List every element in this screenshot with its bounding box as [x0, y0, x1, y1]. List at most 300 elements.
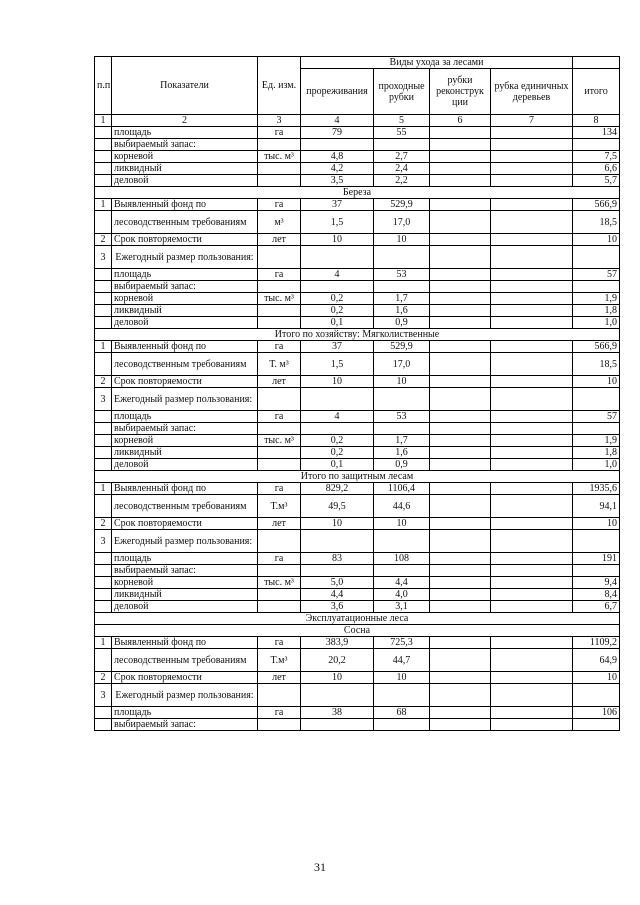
- cell-passage: 17,0: [374, 353, 430, 376]
- cell-total: 18,5: [573, 211, 620, 234]
- row-label: выбираемый запас:: [112, 565, 258, 577]
- row-number: [95, 447, 112, 459]
- cell-total: [573, 139, 620, 151]
- col-number: 4: [301, 115, 374, 127]
- section-row: [95, 471, 620, 483]
- cell-reconstruction: [430, 423, 491, 435]
- cell-total: 6,7: [573, 601, 620, 613]
- cell-single-trees: [491, 518, 573, 530]
- col-number: 2: [112, 115, 258, 127]
- row-label: деловой: [112, 601, 258, 613]
- cell-single-trees: [491, 281, 573, 293]
- row-unit: [258, 459, 301, 471]
- header-thinning: прореживания: [301, 69, 374, 115]
- cell-total: 10: [573, 376, 620, 388]
- row-number: [95, 423, 112, 435]
- section-row: [95, 613, 620, 625]
- row-number: 3: [95, 684, 112, 707]
- row-label: Выявленный фонд по: [112, 483, 258, 495]
- table-row: [95, 459, 620, 471]
- cell-single-trees: [491, 411, 573, 423]
- cell-total: 1,9: [573, 293, 620, 305]
- row-label: деловой: [112, 317, 258, 329]
- cell-single-trees: [491, 388, 573, 411]
- cell-single-trees: [491, 269, 573, 281]
- cell-passage: 2,7: [374, 151, 430, 163]
- row-number: [95, 495, 112, 518]
- section-title: Береза: [95, 187, 620, 199]
- row-unit: [258, 139, 301, 151]
- document-sheet: [94, 56, 617, 731]
- cell-thinning: [301, 246, 374, 269]
- row-label: деловой: [112, 459, 258, 471]
- cell-thinning: 37: [301, 199, 374, 211]
- row-unit: Т.м³: [258, 495, 301, 518]
- cell-reconstruction: [430, 175, 491, 187]
- row-unit: [258, 317, 301, 329]
- table-row: [95, 435, 620, 447]
- cell-reconstruction: [430, 435, 491, 447]
- row-number: 3: [95, 246, 112, 269]
- cell-total: [573, 684, 620, 707]
- cell-single-trees: [491, 211, 573, 234]
- cell-reconstruction: [430, 530, 491, 553]
- row-unit: га: [258, 127, 301, 139]
- row-unit: [258, 589, 301, 601]
- row-unit: га: [258, 553, 301, 565]
- cell-total: 8,4: [573, 589, 620, 601]
- section-row: [95, 187, 620, 199]
- cell-reconstruction: [430, 211, 491, 234]
- cell-total: [573, 423, 620, 435]
- row-number: 3: [95, 530, 112, 553]
- cell-passage: 725,3: [374, 637, 430, 649]
- row-number: 1: [95, 341, 112, 353]
- row-unit: [258, 601, 301, 613]
- row-unit: [258, 388, 301, 411]
- row-number: [95, 707, 112, 719]
- table-row: [95, 423, 620, 435]
- row-number: [95, 411, 112, 423]
- section-title: Итого по хозяйству: Мягколиственные: [95, 329, 620, 341]
- table-row: [95, 447, 620, 459]
- cell-single-trees: [491, 341, 573, 353]
- table-row: [95, 530, 620, 553]
- row-number: [95, 435, 112, 447]
- row-number: 2: [95, 518, 112, 530]
- row-number: 2: [95, 672, 112, 684]
- section-row: [95, 329, 620, 341]
- cell-single-trees: [491, 305, 573, 317]
- row-number: [95, 269, 112, 281]
- forest-care-table: [94, 56, 620, 731]
- cell-thinning: 829,2: [301, 483, 374, 495]
- cell-passage: 4,0: [374, 589, 430, 601]
- cell-single-trees: [491, 163, 573, 175]
- cell-reconstruction: [430, 518, 491, 530]
- row-label: выбираемый запас:: [112, 139, 258, 151]
- cell-thinning: 10: [301, 518, 374, 530]
- row-label: площадь: [112, 553, 258, 565]
- cell-total: 134: [573, 127, 620, 139]
- cell-total: [573, 246, 620, 269]
- cell-total: 57: [573, 269, 620, 281]
- table-row: [95, 649, 620, 672]
- cell-total: 57: [573, 411, 620, 423]
- cell-single-trees: [491, 649, 573, 672]
- cell-passage: 1106,4: [374, 483, 430, 495]
- table-row: [95, 163, 620, 175]
- row-number: [95, 649, 112, 672]
- cell-reconstruction: [430, 483, 491, 495]
- cell-total: 566,9: [573, 341, 620, 353]
- table-row: [95, 672, 620, 684]
- row-number: [95, 151, 112, 163]
- cell-passage: [374, 423, 430, 435]
- cell-total: 1,8: [573, 447, 620, 459]
- cell-single-trees: [491, 637, 573, 649]
- table-row: [95, 637, 620, 649]
- row-unit: тыс. м³: [258, 293, 301, 305]
- row-number: 1: [95, 483, 112, 495]
- cell-single-trees: [491, 447, 573, 459]
- cell-passage: 68: [374, 707, 430, 719]
- row-unit: га: [258, 341, 301, 353]
- cell-single-trees: [491, 565, 573, 577]
- cell-passage: 17,0: [374, 211, 430, 234]
- col-number: 7: [491, 115, 573, 127]
- cell-reconstruction: [430, 649, 491, 672]
- cell-thinning: 49,5: [301, 495, 374, 518]
- cell-single-trees: [491, 707, 573, 719]
- row-number: [95, 305, 112, 317]
- row-number: [95, 553, 112, 565]
- row-number: [95, 163, 112, 175]
- row-label: Ежегодный размер пользования:: [112, 684, 258, 707]
- col-number: 1: [95, 115, 112, 127]
- row-number: [95, 577, 112, 589]
- row-unit: га: [258, 411, 301, 423]
- table-row: [95, 127, 620, 139]
- cell-passage: 4,4: [374, 577, 430, 589]
- cell-thinning: [301, 719, 374, 731]
- row-label: выбираемый запас:: [112, 719, 258, 731]
- cell-total: [573, 565, 620, 577]
- cell-passage: 108: [374, 553, 430, 565]
- cell-reconstruction: [430, 341, 491, 353]
- cell-passage: 529,9: [374, 199, 430, 211]
- row-unit: м³: [258, 211, 301, 234]
- table-row: [95, 719, 620, 731]
- cell-thinning: 20,2: [301, 649, 374, 672]
- cell-reconstruction: [430, 553, 491, 565]
- row-number: 2: [95, 376, 112, 388]
- row-number: [95, 589, 112, 601]
- cell-reconstruction: [430, 684, 491, 707]
- table-row: [95, 376, 620, 388]
- row-label: выбираемый запас:: [112, 281, 258, 293]
- row-unit: [258, 423, 301, 435]
- cell-total: 1,8: [573, 305, 620, 317]
- header-reconstruction: рубки реконструк ции: [430, 69, 491, 115]
- cell-passage: 44,6: [374, 495, 430, 518]
- cell-thinning: 383,9: [301, 637, 374, 649]
- row-unit: лет: [258, 518, 301, 530]
- cell-total: 64,9: [573, 649, 620, 672]
- row-number: [95, 293, 112, 305]
- row-label: Ежегодный размер пользования:: [112, 388, 258, 411]
- cell-thinning: [301, 684, 374, 707]
- row-label: корневой: [112, 577, 258, 589]
- row-number: [95, 601, 112, 613]
- row-unit: [258, 565, 301, 577]
- row-number: [95, 281, 112, 293]
- cell-reconstruction: [430, 411, 491, 423]
- cell-passage: 1,6: [374, 305, 430, 317]
- row-unit: [258, 305, 301, 317]
- section-title: Сосна: [95, 625, 620, 637]
- cell-reconstruction: [430, 637, 491, 649]
- cell-total: 9,4: [573, 577, 620, 589]
- cell-single-trees: [491, 293, 573, 305]
- cell-reconstruction: [430, 447, 491, 459]
- cell-passage: 53: [374, 269, 430, 281]
- header-unit: Ед. изм.: [258, 57, 301, 115]
- cell-single-trees: [491, 175, 573, 187]
- cell-total: 5,7: [573, 175, 620, 187]
- cell-total: [573, 719, 620, 731]
- cell-single-trees: [491, 601, 573, 613]
- cell-total: 10: [573, 518, 620, 530]
- cell-passage: [374, 388, 430, 411]
- table-row: [95, 139, 620, 151]
- cell-reconstruction: [430, 353, 491, 376]
- cell-total: [573, 530, 620, 553]
- cell-total: [573, 281, 620, 293]
- row-unit: [258, 175, 301, 187]
- cell-thinning: 4,2: [301, 163, 374, 175]
- cell-thinning: 10: [301, 376, 374, 388]
- cell-passage: 1,7: [374, 435, 430, 447]
- row-unit: [258, 530, 301, 553]
- cell-passage: 55: [374, 127, 430, 139]
- row-unit: га: [258, 269, 301, 281]
- cell-single-trees: [491, 684, 573, 707]
- cell-thinning: [301, 388, 374, 411]
- row-number: 3: [95, 388, 112, 411]
- cell-reconstruction: [430, 459, 491, 471]
- col-number: 5: [374, 115, 430, 127]
- cell-single-trees: [491, 376, 573, 388]
- cell-thinning: 1,5: [301, 211, 374, 234]
- table-row: [95, 565, 620, 577]
- cell-passage: 10: [374, 376, 430, 388]
- cell-thinning: 4: [301, 411, 374, 423]
- row-unit: [258, 163, 301, 175]
- cell-thinning: 10: [301, 672, 374, 684]
- table-row: [95, 246, 620, 269]
- cell-reconstruction: [430, 388, 491, 411]
- cell-thinning: 0,1: [301, 317, 374, 329]
- header-total: итого: [573, 69, 620, 115]
- row-unit: [258, 719, 301, 731]
- row-label: ликвидный: [112, 589, 258, 601]
- table-row: [95, 684, 620, 707]
- row-label: Ежегодный размер пользования:: [112, 246, 258, 269]
- table-row: [95, 281, 620, 293]
- cell-reconstruction: [430, 246, 491, 269]
- row-label: площадь: [112, 411, 258, 423]
- row-unit: га: [258, 637, 301, 649]
- row-label: Ежегодный размер пользования:: [112, 530, 258, 553]
- header-single-trees: рубка единичных деревьев: [491, 69, 573, 115]
- table-row: [95, 317, 620, 329]
- row-unit: лет: [258, 234, 301, 246]
- cell-reconstruction: [430, 163, 491, 175]
- row-label: лесоводственным требованиям: [112, 353, 258, 376]
- cell-passage: [374, 565, 430, 577]
- table-row: [95, 175, 620, 187]
- table-row: [95, 151, 620, 163]
- cell-passage: 44,7: [374, 649, 430, 672]
- table-row: [95, 234, 620, 246]
- row-label: Срок повторяемости: [112, 518, 258, 530]
- row-unit: га: [258, 483, 301, 495]
- table-row: [95, 553, 620, 565]
- cell-single-trees: [491, 589, 573, 601]
- cell-total: 1,0: [573, 317, 620, 329]
- cell-single-trees: [491, 423, 573, 435]
- cell-passage: 529,9: [374, 341, 430, 353]
- row-unit: тыс. м³: [258, 577, 301, 589]
- cell-reconstruction: [430, 565, 491, 577]
- cell-reconstruction: [430, 127, 491, 139]
- cell-passage: [374, 719, 430, 731]
- cell-thinning: 79: [301, 127, 374, 139]
- cell-total: 18,5: [573, 353, 620, 376]
- cell-single-trees: [491, 483, 573, 495]
- section-title: Итого по защитным лесам: [95, 471, 620, 483]
- cell-thinning: [301, 423, 374, 435]
- cell-single-trees: [491, 435, 573, 447]
- row-label: Срок повторяемости: [112, 672, 258, 684]
- cell-passage: 2,4: [374, 163, 430, 175]
- cell-reconstruction: [430, 672, 491, 684]
- row-number: [95, 459, 112, 471]
- cell-thinning: 10: [301, 234, 374, 246]
- cell-single-trees: [491, 459, 573, 471]
- col-number: 6: [430, 115, 491, 127]
- table-row: [95, 211, 620, 234]
- cell-reconstruction: [430, 199, 491, 211]
- row-label: лесоводственным требованиям: [112, 495, 258, 518]
- cell-passage: 10: [374, 518, 430, 530]
- cell-passage: 10: [374, 234, 430, 246]
- table-row: [95, 589, 620, 601]
- row-label: Выявленный фонд по: [112, 199, 258, 211]
- cell-total: 1109,2: [573, 637, 620, 649]
- cell-reconstruction: [430, 269, 491, 281]
- row-label: Выявленный фонд по: [112, 341, 258, 353]
- row-label: площадь: [112, 127, 258, 139]
- row-label: Срок повторяемости: [112, 234, 258, 246]
- cell-reconstruction: [430, 151, 491, 163]
- section-row: [95, 625, 620, 637]
- table-row: [95, 411, 620, 423]
- row-number: [95, 565, 112, 577]
- cell-thinning: [301, 139, 374, 151]
- row-label: ликвидный: [112, 305, 258, 317]
- header-passage: проходные рубки: [374, 69, 430, 115]
- col-number: 8: [573, 115, 620, 127]
- row-unit: Т.м³: [258, 649, 301, 672]
- cell-thinning: 1,5: [301, 353, 374, 376]
- cell-thinning: 38: [301, 707, 374, 719]
- cell-total: 7,5: [573, 151, 620, 163]
- cell-total: 1,9: [573, 435, 620, 447]
- table-row: [95, 388, 620, 411]
- table-row: [95, 341, 620, 353]
- row-number: 1: [95, 637, 112, 649]
- table-row: [95, 601, 620, 613]
- table-row: [95, 293, 620, 305]
- table-row: [95, 353, 620, 376]
- table-row: [95, 269, 620, 281]
- cell-thinning: 4,4: [301, 589, 374, 601]
- row-number: [95, 317, 112, 329]
- cell-passage: 3,1: [374, 601, 430, 613]
- cell-passage: 2,2: [374, 175, 430, 187]
- cell-thinning: 0,2: [301, 435, 374, 447]
- cell-passage: [374, 139, 430, 151]
- header-group: Виды ухода за лесами: [301, 57, 573, 69]
- cell-reconstruction: [430, 281, 491, 293]
- row-label: ликвидный: [112, 447, 258, 459]
- cell-single-trees: [491, 553, 573, 565]
- cell-total: 191: [573, 553, 620, 565]
- row-label: площадь: [112, 269, 258, 281]
- row-unit: [258, 281, 301, 293]
- row-unit: га: [258, 707, 301, 719]
- cell-single-trees: [491, 234, 573, 246]
- row-label: Выявленный фонд по: [112, 637, 258, 649]
- cell-total: 10: [573, 234, 620, 246]
- header-num: п.п: [95, 57, 112, 115]
- row-label: площадь: [112, 707, 258, 719]
- row-number: [95, 211, 112, 234]
- table-row: [95, 518, 620, 530]
- row-number: [95, 353, 112, 376]
- cell-thinning: [301, 281, 374, 293]
- cell-reconstruction: [430, 305, 491, 317]
- row-number: [95, 127, 112, 139]
- table-row: [95, 483, 620, 495]
- cell-total: 1,0: [573, 459, 620, 471]
- table-row: [95, 707, 620, 719]
- cell-thinning: 5,0: [301, 577, 374, 589]
- cell-thinning: 4,8: [301, 151, 374, 163]
- cell-single-trees: [491, 139, 573, 151]
- cell-total: 94,1: [573, 495, 620, 518]
- cell-single-trees: [491, 199, 573, 211]
- cell-thinning: 0,2: [301, 447, 374, 459]
- row-label: корневой: [112, 293, 258, 305]
- page-number: 31: [314, 860, 326, 874]
- row-number: 1: [95, 199, 112, 211]
- cell-reconstruction: [430, 376, 491, 388]
- cell-passage: [374, 246, 430, 269]
- row-label: лесоводственным требованиям: [112, 649, 258, 672]
